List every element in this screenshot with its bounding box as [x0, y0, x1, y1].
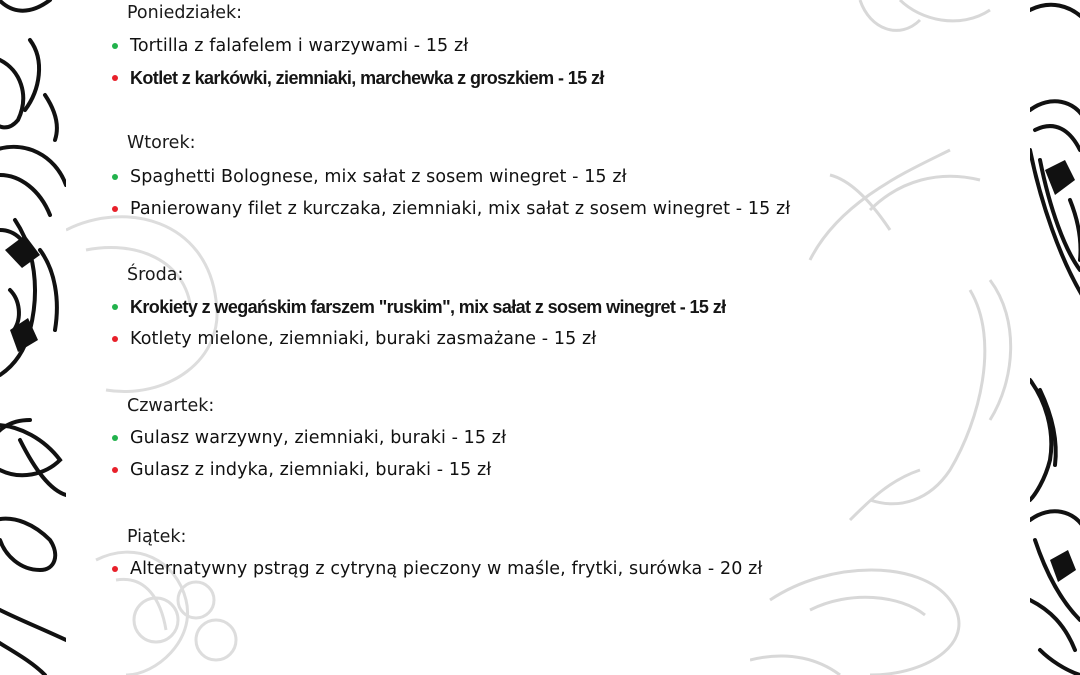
vegetable-sketch-right: [1030, 0, 1080, 675]
menu-item: [112, 328, 596, 350]
menu-item: [112, 558, 763, 580]
menu-item: [112, 67, 604, 89]
menu-item: [112, 427, 506, 449]
green-dot-icon: [112, 304, 118, 310]
menu-item-text: Gulasz z indyka, ziemniaki, buraki - 15 zł: [130, 460, 492, 480]
green-dot-icon: [112, 43, 118, 49]
menu-item-text: Krokiety z wegańskim farszem "ruskim", mix sałat z sosem winegret - 15 zł: [130, 297, 726, 317]
red-dot-icon: [112, 566, 118, 572]
menu-item-text: Tortilla z falafelem i warzywami - 15 zł: [130, 36, 469, 56]
red-dot-icon: [112, 206, 118, 212]
menu-item: [112, 166, 627, 188]
red-dot-icon: [112, 75, 118, 81]
menu-item-text: Alternatywny pstrąg z cytryną pieczony w maśle, frytki, surówka - 20 zł: [130, 559, 763, 579]
menu-item: [112, 35, 468, 57]
day-heading-wednesday: Środa:: [127, 265, 184, 285]
menu-item-text: Kotlet z karkówki, ziemniaki, marchewka z groszkiem - 15 zł: [130, 68, 604, 88]
green-dot-icon: [112, 435, 118, 441]
menu-item-text: Panierowany filet z kurczaka, ziemniaki, mix sałat z sosem winegret - 15 zł: [130, 199, 791, 219]
menu-item-text: Spaghetti Bolognese, mix sałat z sosem winegret - 15 zł: [130, 167, 627, 187]
red-dot-icon: [112, 467, 118, 473]
green-dot-icon: [112, 174, 118, 180]
day-heading-thursday: Czwartek:: [127, 396, 215, 416]
menu-item: [112, 296, 726, 318]
menu-item-text: Kotlety mielone, ziemniaki, buraki zasmażane - 15 zł: [130, 329, 597, 349]
menu-item: [112, 459, 491, 481]
menu-item-text: Gulasz warzywny, ziemniaki, buraki - 15 zł: [130, 428, 507, 448]
menu-item: [112, 198, 790, 220]
day-heading-monday: Poniedziałek:: [127, 3, 243, 23]
day-heading-friday: Piątek:: [127, 527, 187, 547]
vegetable-sketch-left: [0, 0, 66, 675]
vegetable-sketch-background-right: [750, 0, 1030, 675]
day-heading-tuesday: Wtorek:: [127, 133, 196, 153]
red-dot-icon: [112, 336, 118, 342]
